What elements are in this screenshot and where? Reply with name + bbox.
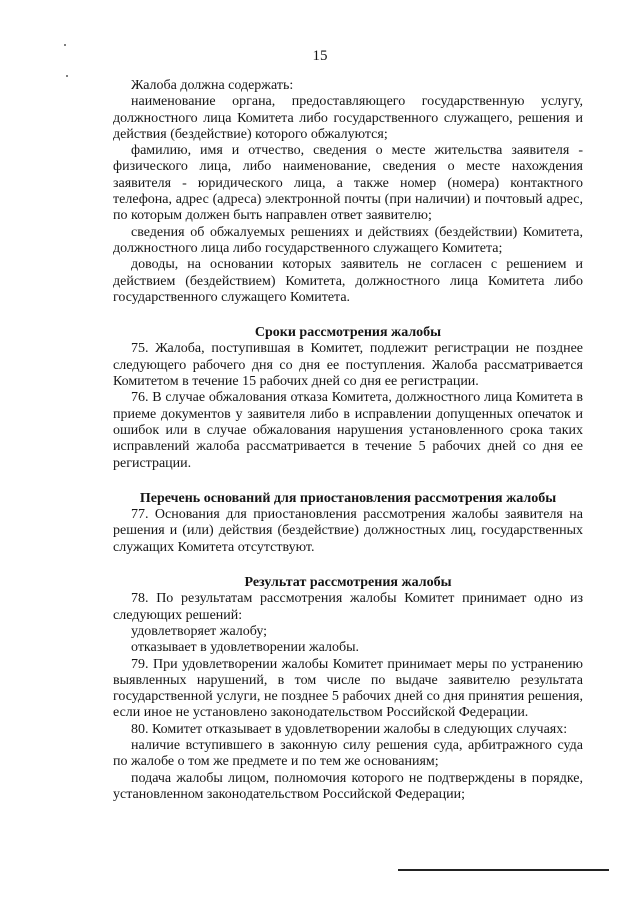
clause-80: 80. Комитет отказывает в удовлетворении жалобы в следующих случаях:	[131, 721, 568, 737]
scan-speck	[66, 75, 68, 77]
decision-item: отказывает в удовлетворении жалобы.	[131, 640, 359, 656]
footer-rule	[398, 869, 609, 871]
clause-78: 78. По результатам рассмотрения жалобы Комитет принимает одно из следующих решений:	[113, 591, 583, 623]
section-heading-suspension: Перечень оснований для приостановления рассмотрения жалобы	[139, 490, 557, 506]
complaint-requirement: фамилию, имя и отчество, сведения о месте жительства заявителя - физического лица, либо наименование, сведения о месте нахождения заявителя - юридического лица, а также номер (номера) контактного телефона, адрес (адреса) электронной почты (при наличии) и почтовый адрес, по которым должен быть направлен ответ заявителю;	[113, 143, 583, 224]
document-body	[113, 78, 583, 803]
clause-75: 75. Жалоба, поступившая в Комитет, подлежит регистрации не позднее следующего рабочего дня со дня ее поступления. Жалоба рассматривается Комитетом в течение 15 рабочих дней со дня ее регистрации.	[113, 341, 583, 390]
complaint-requirement: доводы, на основании которых заявитель не согласен с решением и действием (бездействием) Комитета, должностного лица Комитета либо государственного служащего Комитета.	[113, 257, 583, 305]
complaint-requirement: сведения об обжалуемых решениях и действиях (бездействии) Комитета, должностного лица либо государственного служащего Комитета;	[113, 224, 583, 256]
complaint-requirement: наименование органа, предоставляющего государственную услугу, должностного лица Комитета либо государственного служащего, решения и действия (бездействие) которого обжалуются;	[113, 94, 583, 142]
page-number: 15	[312, 48, 328, 64]
refusal-case: наличие вступившего в законную силу решения суда, арбитражного суда по жалобе о том же предмете и по тем же основаниям;	[113, 737, 583, 770]
clause-79: 79. При удовлетворении жалобы Комитет принимает меры по устранению выявленных нарушений, в том числе по выдаче заявителю результата государственной услуги, не позднее 5 рабочих дней со дня принятия решения, если иное не установлено законодательством Российской Федерации.	[113, 656, 583, 721]
section-heading-terms: Сроки рассмотрения жалобы	[254, 325, 442, 341]
section-heading-result: Результат рассмотрения жалобы	[244, 575, 452, 591]
scan-speck	[64, 44, 66, 46]
refusal-case: подача жалобы лицом, полномочия которого не подтверждены в порядке, установленном законодательством Российской Федерации;	[113, 770, 583, 802]
clause-77: 77. Основания для приостановления рассмотрения жалобы заявителя на решения и (или) действия (бездействие) должностных лиц, государственных служащих Комитета отсутствуют.	[113, 507, 583, 555]
clause-76: 76. В случае обжалования отказа Комитета, должностного лица Комитета в приеме документов у заявителя либо в исправлении допущенных опечаток и ошибок или в случае обжалования нарушения установленного срока таких исправлений жалоба рассматривается в течение 5 рабочих дней со дня ее регистрации.	[113, 390, 583, 471]
list-intro: Жалоба должна содержать:	[131, 78, 294, 93]
decision-item: удовлетворяет жалобу;	[131, 623, 268, 639]
